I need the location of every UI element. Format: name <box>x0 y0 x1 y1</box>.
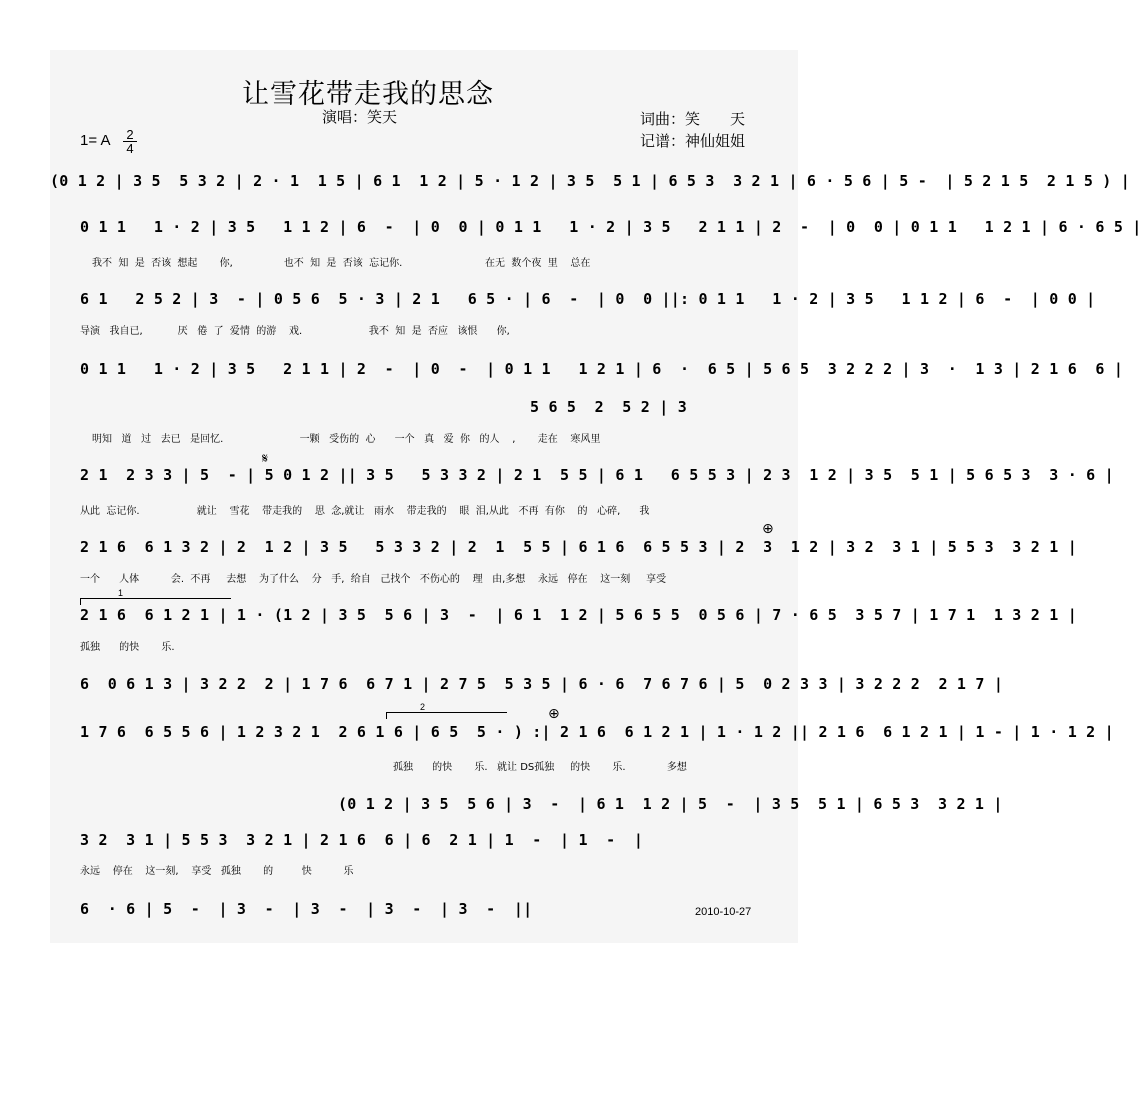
notation-line-4: 0 1 1 1 · 2 | 3 5 2 1 1 | 2 - | 0 - | 0 1 1 1 2 1 | 6 · 6 5 | 5 6 5 3 2 2 2 | 3 · 1 3 | 2 1 6 6 | <box>80 360 1124 378</box>
notation-line-8: 6 0 6 1 3 | 3 2 2 2 | 1 7 6 6 7 1 | 2 7 5 5 3 5 | 6 · 6 7 6 7 6 | 5 0 2 3 3 | 3 2 2 2 2 1 7 | <box>80 675 1004 693</box>
lyrics-line-1: 我不 知 是 否该 想起 你, 也不 知 是 否该 忘记你. 在无 数个夜 里 总在 <box>92 258 591 269</box>
notation-line-4-alt: 5 6 5 2 5 2 | 3 <box>530 398 687 416</box>
notation-line-1: (0 1 2 | 3 5 5 3 2 | 2 · 1 1 5 | 6 1 1 2 | 5 · 1 2 | 3 5 5 1 | 6 5 3 3 2 1 | 6 · 5 6 | 5 - | 5 2 1 5 2 1 5 ) | <box>50 172 1130 190</box>
volta-bracket-1 <box>80 598 231 605</box>
volta-bracket-2 <box>386 712 507 719</box>
segno-icon: 𝄋 <box>262 450 269 466</box>
song-title: 让雪花带走我的思念 <box>242 79 494 109</box>
volta-2-label: 2 <box>420 702 426 712</box>
key-signature: 1= A <box>80 132 111 149</box>
notation-line-6: 2 1 6 6 1 3 2 | 2 1 2 | 3 5 5 3 3 2 | 2 1 5 5 | 6 1 6 6 5 5 3 | 2 3 1 2 | 3 2 3 1 | 5 5 3 3 2 1 | <box>80 538 1077 556</box>
lyrics-line-4: 从此 忘记你. 就让 雪花 带走我的 思 念,就让 雨水 带走我的 眼 泪,从此 不再 有你 的 心碎, 我 <box>80 506 650 517</box>
notation-line-9: 1 7 6 6 5 5 6 | 1 2 3 2 1 2 6 1 6 | 6 5 5 · ) :| 2 1 6 6 1 2 1 | 1 · 1 2 || 2 1 6 6 1 2 1 | 1 - | 1 · 1 2 | <box>80 723 1114 741</box>
lyrics-line-5: 一个 人体 会. 不再 去想 为了什么 分 手, 给自 己找个 不伤心的 理 由,多想 永远 停在 这一刻 享受 <box>80 574 667 585</box>
coda-mark-icon-2: ⊕ <box>548 705 560 721</box>
notation-line-12: 6 · 6 | 5 - | 3 - | 3 - | 3 - | 3 - || <box>80 900 533 918</box>
lyrics-line-2: 导演 我自已, 厌 倦 了 爱情 的游 戏. 我不 知 是 否应 该恨 你, <box>80 326 510 337</box>
notation-line-10: (0 1 2 | 3 5 5 6 | 3 - | 6 1 1 2 | 5 - | 3 5 5 1 | 6 5 3 3 2 1 | <box>338 795 1003 813</box>
notation-line-5: 2 1 2 3 3 | 5 - | 5 0 1 2 || 3 5 5 3 3 2 | 2 1 5 5 | 6 1 6 5 5 3 | 2 3 1 2 | 3 5 5 1 | 5 6 5 3 3 · 6 | <box>80 466 1114 484</box>
lyricist-credit: 词曲：笑 天 <box>640 111 746 128</box>
lyrics-line-3: 明知 道 过 去已 是回忆. 一颗 受伤的 心 一个 真 爱 你 的人 , 走在 寒风里 <box>92 434 601 445</box>
singer-credit: 演唱：笑天 <box>322 109 398 126</box>
time-signature-bottom: 4 <box>126 141 134 156</box>
notation-line-2: 0 1 1 1 · 2 | 3 5 1 1 2 | 6 - | 0 0 | 0 1 1 1 · 2 | 3 5 2 1 1 | 2 - | 0 0 | 0 1 1 1 2 1 | 6 · 6 5 | <box>80 218 1142 236</box>
volta-1-label: 1 <box>118 588 124 598</box>
notation-line-11: 3 2 3 1 | 5 5 3 3 2 1 | 2 1 6 6 | 6 2 1 | 1 - | 1 - | <box>80 831 644 849</box>
time-signature-top: 2 <box>123 128 137 142</box>
notation-line-3: 6 1 2 5 2 | 3 - | 0 5 6 5 · 3 | 2 1 6 5 · | 6 - | 0 0 ||: 0 1 1 1 · 2 | 3 5 1 1 2 | 6 - | 0 0 | <box>80 290 1096 308</box>
score-sheet <box>50 50 1142 943</box>
date-stamp: 2010-10-27 <box>695 906 752 918</box>
notation-line-7: 2 1 6 6 1 2 1 | 1 · (1 2 | 3 5 5 6 | 3 - | 6 1 1 2 | 5 6 5 5 0 5 6 | 7 · 6 5 3 5 7 | 1 7 1 1 3 2 1 | <box>80 606 1077 624</box>
lyrics-line-6: 孤独 的快 乐. <box>80 642 175 653</box>
coda-mark-icon: ⊕ <box>762 520 774 536</box>
transcriber-credit: 记谱：神仙姐姐 <box>640 133 746 150</box>
lyrics-line-7: 孤独 的快 乐. 就让 DS孤独 的快 乐. 多想 <box>393 762 687 773</box>
lyrics-line-8: 永远 停在 这一刻, 享受 孤独 的 快 乐 <box>80 866 354 877</box>
